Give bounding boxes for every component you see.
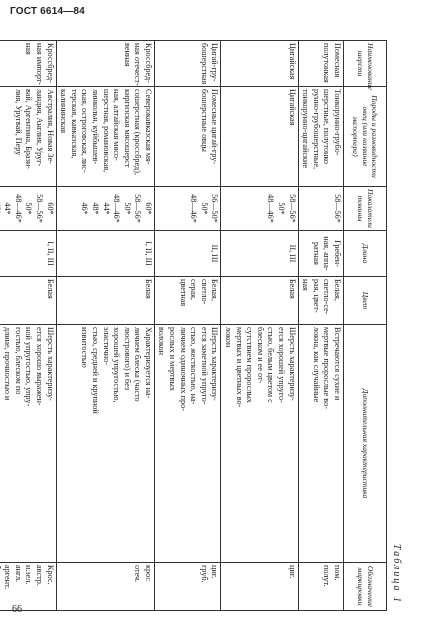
cell-line: I, II, III — [143, 241, 153, 266]
wool-name-cell — [298, 41, 343, 87]
column-header: Дополнительная характеристика — [344, 325, 387, 563]
cell-line: Крос. — [45, 565, 55, 585]
color-cell — [221, 277, 298, 325]
cell-line: аргент. — [3, 565, 13, 590]
wool-name-cell — [221, 41, 298, 87]
cell-line: калининская — [59, 89, 69, 134]
column-header: Показатели тонины — [344, 187, 387, 231]
cell-line: стью, жесткостью, на- — [189, 327, 199, 405]
cell-line: ной упругостью, упру- — [24, 327, 34, 407]
table-row — [154, 41, 221, 611]
cell-line: Белая, — [210, 279, 220, 301]
cell-line — [0, 565, 2, 608]
cell-line: Шерсть характеризу- — [210, 327, 220, 401]
cell-line: вай, Аргентина, Брази- — [24, 89, 34, 169]
column-header: Наименование шерсти — [344, 41, 387, 87]
color-cell — [298, 277, 343, 325]
table-header-row — [344, 41, 387, 611]
cell-line: лия, Уругвай, Перу — [13, 89, 23, 156]
cell-line: линкольн, куйбышев- — [90, 89, 100, 165]
cell-line: мертвые пророслые во- — [322, 327, 332, 409]
cell-line: Белая — [45, 279, 55, 299]
breed-cell — [221, 87, 298, 187]
color-cell — [0, 277, 56, 325]
cell-line: Северокавказская мя- — [143, 89, 153, 165]
cell-line: серая, — [189, 279, 199, 300]
cell-line: англ. — [13, 565, 23, 583]
cell-line: Кроссбред- — [143, 43, 153, 83]
cell-line: Белая, — [333, 279, 342, 301]
extra-cell — [298, 325, 343, 563]
mark-cell — [298, 563, 343, 611]
fineness-cell — [0, 187, 56, 231]
column-header: Цвет — [344, 277, 387, 325]
cell-line: ландия, Англия, Уруг- — [34, 89, 44, 167]
cell-line: 60* — [45, 202, 55, 215]
cell-line: светло-се- — [322, 279, 332, 315]
table-row — [221, 41, 298, 611]
cell-line: груб. — [199, 565, 209, 583]
cell-line: хорошей упругостью, — [112, 327, 122, 403]
cell-line: гостью, блеском по — [13, 327, 23, 395]
cell-line: бошерстная — [199, 43, 209, 85]
cell-line: ская, остроговская, лис- — [80, 89, 90, 173]
breed-cell — [0, 87, 56, 187]
cell-line — [0, 189, 2, 228]
cell-line: стью, белым цветом с — [266, 327, 276, 403]
wool-name-cell — [0, 41, 56, 87]
cell-line: терская, кавказская, — [69, 89, 79, 159]
cell-line — [0, 327, 2, 560]
cell-line: блеском и ее от- — [255, 327, 265, 384]
cell-line: сошерстная (кроссбред), — [133, 89, 143, 175]
cell-line: ется хорошей упруго- — [277, 327, 287, 403]
length-cell — [0, 231, 56, 277]
cell-line: рослых и мертвых — [168, 327, 178, 392]
cell-line: 58—56* — [287, 194, 297, 223]
cell-line: 48—46* — [13, 194, 23, 223]
cell-line: Цигай-гру- — [210, 43, 220, 82]
cell-line: шерстные, полутонко — [322, 89, 332, 165]
mark-cell — [0, 563, 56, 611]
cell-line: Тонкорунно-грубо- — [333, 89, 342, 156]
table-row — [0, 41, 56, 611]
breed-cell — [56, 87, 154, 187]
cell-line: полут. — [322, 565, 332, 587]
cell-line: извитостью — [80, 327, 90, 368]
cell-line: полутонкая — [322, 43, 332, 83]
cell-line: 48* — [90, 202, 100, 215]
cell-line: тонкорунно-цигайские — [301, 89, 311, 169]
cell-line: 50* — [199, 202, 209, 215]
cell-line: 44* — [3, 202, 13, 215]
cell-line: ная отечест- — [133, 43, 143, 86]
cell-line: киргизская мясошерст — [122, 89, 132, 168]
cell-line: 56—50* — [210, 194, 220, 223]
cell-line: ная — [24, 43, 34, 55]
cell-line: Гребен- — [333, 240, 342, 267]
cell-line: 60* — [143, 202, 153, 215]
fineness-cell — [298, 187, 343, 231]
cell-line: 44* — [101, 202, 111, 215]
column-header: Длина — [344, 231, 387, 277]
cell-line: локон — [224, 327, 234, 348]
cell-line: венная — [122, 43, 132, 67]
cell-line: н.зел. — [24, 565, 34, 585]
cell-line: II, III — [210, 244, 220, 263]
mark-cell — [221, 563, 298, 611]
cell-line: бошерстные овцы — [199, 89, 209, 152]
cell-line: 50* — [122, 202, 132, 215]
cell-line: ная, алтайская мясо- — [112, 89, 122, 161]
cell-line: локна, как случайные — [311, 327, 321, 403]
color-cell — [154, 277, 221, 325]
cell-line: Белая — [287, 279, 297, 299]
cell-line: 58—56* — [133, 194, 143, 223]
length-cell — [298, 231, 343, 277]
breed-cell — [298, 87, 343, 187]
cell-line: Помесные цигай-гру- — [210, 89, 220, 165]
cell-line: II, III — [287, 244, 297, 263]
cell-line: ется заметной упруго- — [199, 327, 209, 405]
cell-line: 50* — [24, 202, 34, 215]
cell-line: личием блеска (часто — [133, 327, 143, 402]
color-cell — [56, 277, 154, 325]
cell-line: Кроссбред- — [45, 43, 55, 83]
cell-line: эластично- — [101, 327, 111, 365]
cell-line: циг. — [210, 565, 220, 579]
cell-line: ная импорт- — [34, 43, 44, 86]
cell-line: пом. — [333, 565, 342, 581]
cell-line: Шерсть характеризу- — [287, 327, 297, 401]
cell-line: австр. — [34, 565, 44, 586]
table-row — [298, 41, 343, 611]
length-cell — [221, 231, 298, 277]
length-cell — [56, 231, 154, 277]
fineness-cell — [154, 187, 221, 231]
extra-cell — [154, 325, 221, 563]
cell-line: ная — [301, 279, 311, 291]
cell-line: цветная — [178, 279, 188, 307]
cell-line: Австралия, Новая Зе- — [45, 89, 55, 164]
cell-line: рунно-грубошерстные, — [311, 89, 321, 170]
cell-line: Характеризуется на- — [143, 327, 153, 399]
cell-line: ется хорошо выражен- — [34, 327, 44, 406]
cell-line: 50* — [277, 202, 287, 215]
cell-line: ратная — [311, 242, 321, 265]
wool-name-cell — [56, 41, 154, 87]
cell-line: Цигайская — [287, 89, 297, 126]
cell-line: 48—46* — [112, 194, 122, 223]
cell-line: стью, средней и крупной — [90, 327, 100, 414]
extra-cell — [221, 325, 298, 563]
cell-line: крос — [143, 565, 153, 582]
mark-cell — [56, 563, 154, 611]
cell-line: I, II, III — [45, 241, 55, 266]
column-header: Обозначение маркировки — [344, 563, 387, 611]
mark-cell — [154, 563, 221, 611]
cell-line: светло- — [199, 279, 209, 305]
data-table — [0, 40, 387, 611]
cell-line: мертвых и цветных во- — [234, 327, 244, 408]
cell-line: рая, цвет- — [311, 279, 321, 313]
fineness-cell — [221, 187, 298, 231]
cell-line: Помесная — [333, 43, 342, 78]
cell-line: 58—56* — [34, 194, 44, 223]
breed-cell — [154, 87, 221, 187]
cell-line: волокон — [157, 327, 167, 356]
extra-cell — [56, 325, 154, 563]
cell-line: Шерсть характеризу- — [45, 327, 55, 401]
cell-line: Белая — [143, 279, 153, 299]
table-title: Таблица 1 — [391, 544, 402, 604]
cell-line: сутствием пророслых — [245, 327, 255, 403]
cell-line: Цигайская — [287, 43, 297, 80]
length-cell — [154, 231, 221, 277]
extra-cell — [0, 325, 56, 563]
page-number: 66 — [12, 604, 22, 615]
cell-line: циг. — [287, 565, 297, 579]
wool-name-cell — [154, 41, 221, 87]
fineness-cell — [56, 187, 154, 231]
cell-line: шерстная, романовская, — [101, 89, 111, 173]
standard-header: ГОСТ 6614—84 — [10, 6, 85, 17]
table-row — [56, 41, 154, 611]
cell-line: Встречаются сухие и — [333, 327, 342, 401]
cell-line: 48—46* — [266, 194, 276, 223]
cell-line: личием одиночных про- — [178, 327, 188, 411]
cell-line: 48—46* — [189, 194, 199, 223]
column-header: Породы и разновидности овец (или название экспортера) — [344, 87, 387, 187]
cell-line: 46* — [80, 202, 90, 215]
cell-line: отеч. — [133, 565, 143, 583]
cell-line: люстрового) и без — [122, 327, 132, 391]
cell-line: ная, аппа- — [322, 236, 332, 271]
cell-line: 58—56* — [333, 194, 342, 223]
cell-line: длине, прочностью и — [3, 327, 13, 401]
